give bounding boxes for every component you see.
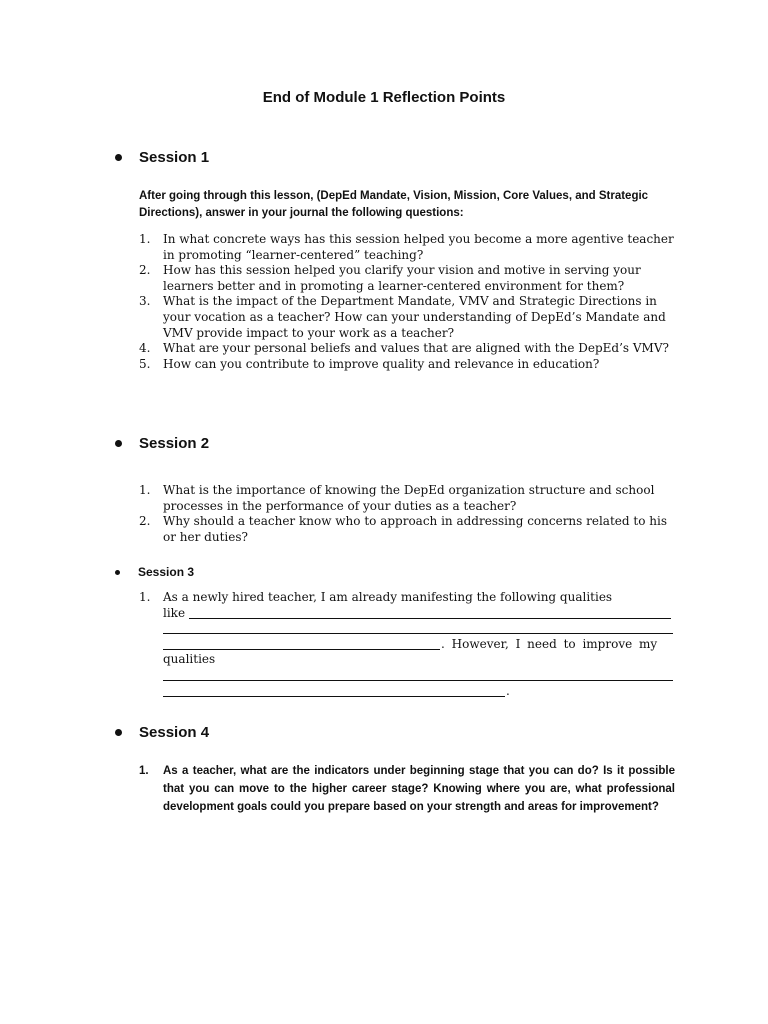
session-3-line-1: As a newly hired teacher, I am already manifesting the following qualities — [163, 590, 613, 604]
fill-in-blank[interactable] — [189, 608, 671, 619]
session-4-label: Session 4 — [139, 724, 210, 741]
list-item — [139, 294, 675, 341]
item-text: How has this session helped you clarify your vision and motive in serving your learners better and in promoting a learner-centered environment for them? — [163, 263, 641, 293]
bullet-icon — [115, 570, 120, 575]
item-text: What are your personal beliefs and values that are aligned with the DepEd’s VMV? — [163, 341, 669, 356]
session-1-label: Session 1 — [139, 149, 210, 166]
session-3-line-4-text: . However, I need to improve my — [441, 636, 658, 651]
session-2-heading — [115, 435, 209, 452]
session-3-item — [139, 590, 675, 699]
session-2-label: Session 2 — [139, 435, 210, 452]
list-item — [139, 357, 675, 373]
list-item — [139, 514, 675, 545]
item-number: 3. — [139, 294, 151, 309]
session-3-label: Session 3 — [138, 565, 195, 579]
item-number: 1. — [139, 765, 149, 777]
session-4-question: As a teacher, what are the indicators under beginning stage that you can do? Is it possible that you can move to the higher career stage? Knowing where you are, what professional development goals could you prepare based on your strength and areas for improvement? — [163, 765, 675, 813]
item-text: What is the impact of the Department Mandate, VMV and Strategic Directions in your vocation as a teacher? How can your understanding of DepEd’s Mandate and VMV provide impact to your work as a teacher? — [163, 294, 666, 340]
item-number: 4. — [139, 341, 151, 356]
session-1-question-list — [139, 232, 675, 372]
fill-in-blank[interactable] — [163, 639, 440, 650]
item-text: In what concrete ways has this session helped you become a more agentive teacher in promoting “learner-centered” teaching? — [163, 232, 674, 262]
item-number: 5. — [139, 356, 151, 371]
session-4-heading — [115, 724, 209, 741]
list-item — [139, 263, 675, 294]
bullet-icon — [115, 154, 122, 161]
session-3-line-5: qualities — [163, 652, 216, 667]
item-text: Why should a teacher know who to approach in addressing concerns related to his or her duties? — [163, 514, 667, 544]
list-item — [139, 483, 675, 514]
page-title: End of Module 1 Reflection Points — [262, 89, 506, 106]
fill-in-blank[interactable] — [163, 686, 505, 697]
item-number: 1. — [139, 232, 151, 246]
item-number: 2. — [139, 514, 151, 529]
session-1-intro: After going through this lesson, (DepEd Mandate, Vision, Mission, Core Values, and Strategic Directions), answer in your journal the following questions: — [139, 190, 649, 219]
session-3-heading — [115, 565, 194, 579]
session-1-heading — [115, 149, 209, 166]
session-3-end: . — [506, 683, 510, 698]
item-number: 2. — [139, 263, 151, 278]
bullet-icon — [115, 729, 122, 736]
item-text: What is the importance of knowing the DepEd organization structure and school processes in the performance of your duties as a teacher? — [163, 483, 655, 513]
fill-in-blank[interactable] — [163, 623, 673, 634]
session-4-item — [139, 762, 675, 816]
item-number: 1. — [139, 483, 151, 497]
item-text: How can you contribute to improve quality and relevance in education? — [163, 356, 600, 371]
fill-in-blank[interactable] — [163, 670, 673, 681]
session-3-line-2-text: like — [163, 605, 186, 620]
session-2-question-list — [139, 483, 675, 545]
item-number: 1. — [139, 590, 151, 604]
bullet-icon — [115, 440, 122, 447]
list-item — [139, 232, 675, 263]
list-item — [139, 341, 675, 357]
